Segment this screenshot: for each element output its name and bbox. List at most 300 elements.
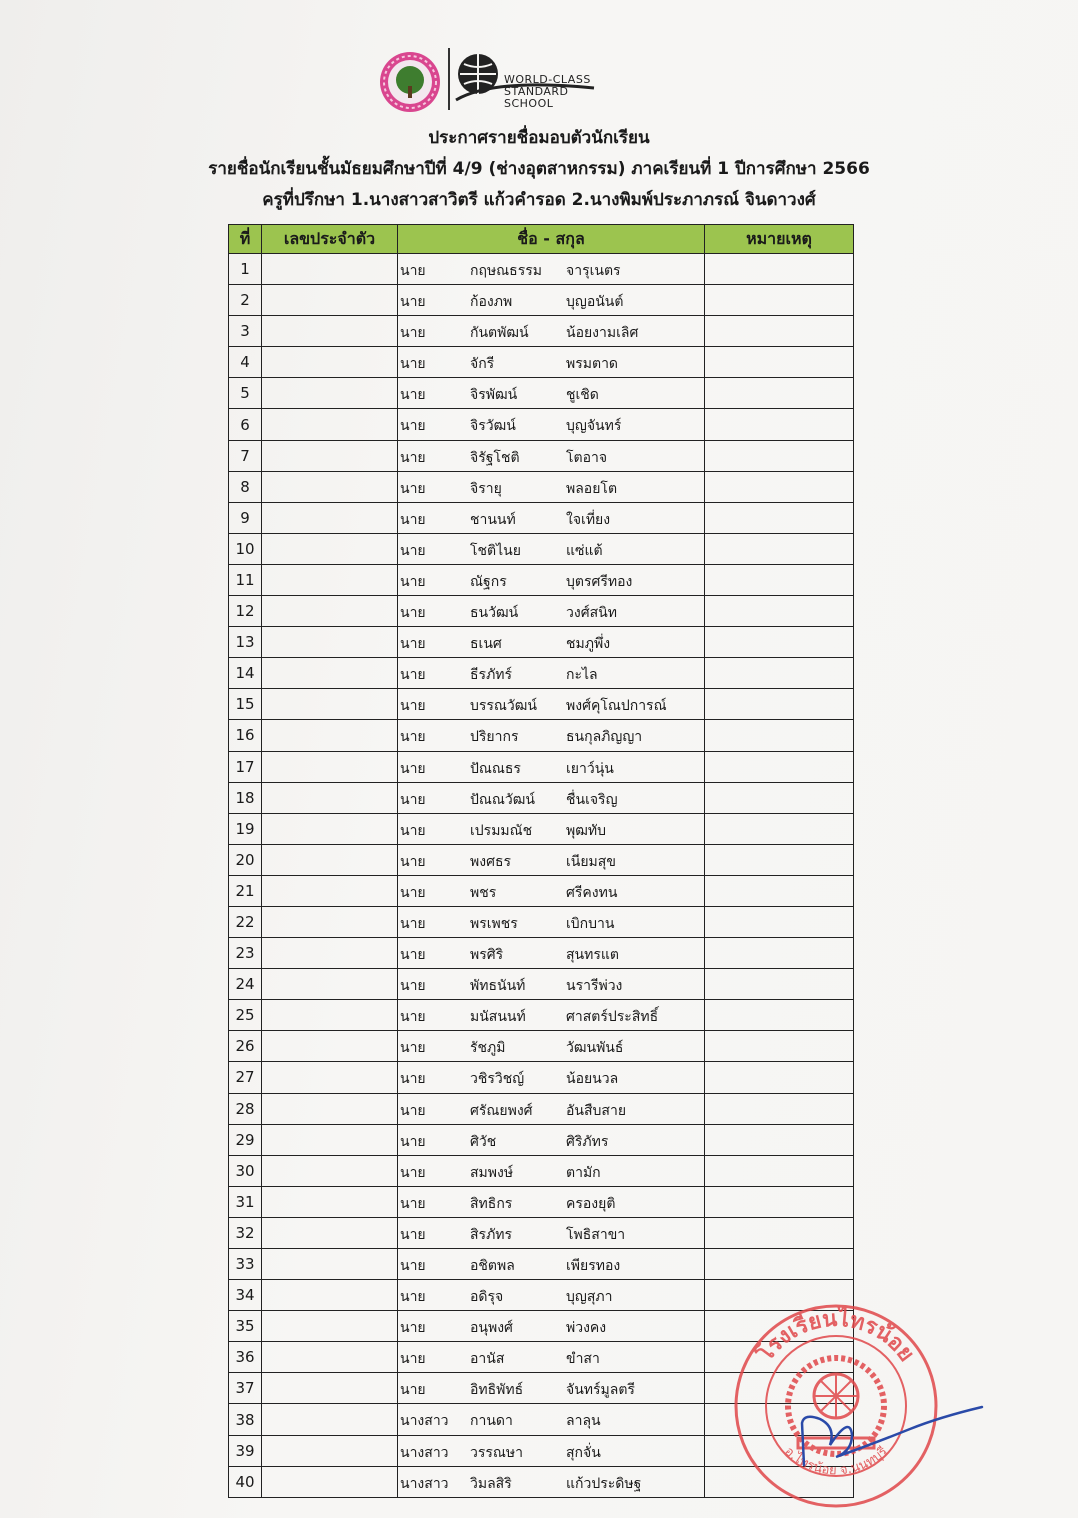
name-prefix: นาย	[400, 667, 426, 684]
table-row	[229, 316, 854, 347]
remark-cell	[705, 254, 854, 285]
name-prefix: นางสาว	[400, 1475, 449, 1492]
remark-cell	[705, 875, 854, 906]
row-number: 39	[229, 1435, 262, 1466]
remark-cell	[705, 347, 854, 378]
student-name-cell	[398, 938, 705, 969]
row-number: 4	[229, 347, 262, 378]
remark-cell	[705, 627, 854, 658]
name-prefix: นาย	[400, 294, 426, 311]
table-row	[229, 409, 854, 440]
name-prefix: นาย	[400, 760, 426, 777]
row-number: 33	[229, 1249, 262, 1280]
student-name-cell	[398, 502, 705, 533]
name-prefix: นาย	[400, 387, 426, 404]
row-number: 10	[229, 533, 262, 564]
remark-cell	[705, 1062, 854, 1093]
student-id-cell	[262, 502, 398, 533]
remark-cell	[705, 502, 854, 533]
row-number: 35	[229, 1311, 262, 1342]
name-prefix: นาย	[400, 418, 426, 435]
stamp-text-top: โรงเรียนไทรน้อย	[753, 1306, 919, 1367]
table-row	[229, 844, 854, 875]
student-name-cell	[398, 254, 705, 285]
student-name-cell	[398, 844, 705, 875]
student-id-cell	[262, 1435, 398, 1466]
last-name: นรารีพ่วง	[566, 978, 623, 995]
row-number: 19	[229, 813, 262, 844]
first-name: ก้องภพ	[470, 294, 513, 311]
student-id-cell	[262, 564, 398, 595]
row-number: 16	[229, 720, 262, 751]
row-number: 30	[229, 1155, 262, 1186]
last-name: จารุเนตร	[566, 263, 621, 279]
remark-cell	[705, 1155, 854, 1186]
student-id-cell	[262, 938, 398, 969]
student-name-cell	[398, 1155, 705, 1186]
student-name-cell	[398, 1186, 705, 1217]
first-name: อานัส	[470, 1351, 505, 1368]
table-row	[229, 689, 854, 720]
remark-cell	[705, 906, 854, 937]
first-name: กันตพัฒน์	[470, 325, 529, 342]
row-number: 40	[229, 1466, 262, 1497]
remark-cell	[705, 1249, 854, 1280]
table-row	[229, 347, 854, 378]
last-name: ตามัก	[566, 1164, 601, 1181]
table-row	[229, 969, 854, 1000]
student-id-cell	[262, 1249, 398, 1280]
student-id-cell	[262, 658, 398, 689]
name-prefix: นาย	[400, 1009, 426, 1026]
last-name: ชื่นเจริญ	[566, 791, 618, 808]
name-prefix: นาย	[400, 1164, 426, 1181]
remark-cell	[705, 1093, 854, 1124]
student-name-cell	[398, 1124, 705, 1155]
student-name-cell	[398, 1031, 705, 1062]
table-row	[229, 254, 854, 285]
student-id-cell	[262, 285, 398, 316]
row-number: 17	[229, 751, 262, 782]
student-id-cell	[262, 1217, 398, 1248]
student-id-cell	[262, 875, 398, 906]
remark-cell	[705, 1000, 854, 1031]
student-id-cell	[262, 1124, 398, 1155]
first-name: วิมลสิริ	[470, 1475, 512, 1492]
student-id-cell	[262, 254, 398, 285]
student-id-cell	[262, 1062, 398, 1093]
last-name: บุญสุภา	[566, 1289, 613, 1306]
signature	[790, 1395, 990, 1475]
last-name: พุฒทับ	[566, 822, 606, 839]
last-name: ลาลุน	[566, 1413, 601, 1430]
name-prefix: นาย	[400, 947, 426, 964]
name-prefix: นาย	[400, 822, 426, 839]
student-id-cell	[262, 1404, 398, 1435]
row-number: 1	[229, 254, 262, 285]
name-prefix: นาย	[400, 1226, 426, 1243]
student-id-cell	[262, 596, 398, 627]
table-row	[229, 471, 854, 502]
student-name-cell	[398, 533, 705, 564]
row-number: 29	[229, 1124, 262, 1155]
last-name: เบิกบาน	[566, 915, 615, 932]
name-prefix: นาย	[400, 915, 426, 932]
row-number: 24	[229, 969, 262, 1000]
first-name: สมพงษ์	[470, 1164, 514, 1181]
name-prefix: นาย	[400, 605, 426, 622]
remark-cell	[705, 813, 854, 844]
student-id-cell	[262, 347, 398, 378]
remark-cell	[705, 720, 854, 751]
remark-cell	[705, 533, 854, 564]
remark-cell	[705, 409, 854, 440]
row-number: 9	[229, 502, 262, 533]
row-number: 22	[229, 906, 262, 937]
row-number: 12	[229, 596, 262, 627]
first-name: ศรัณยพงศ์	[470, 1102, 533, 1119]
last-name: ธนกุลภิญญา	[566, 729, 643, 746]
row-number: 21	[229, 875, 262, 906]
first-name: เปรมมณัช	[470, 822, 533, 839]
student-id-cell	[262, 751, 398, 782]
row-number: 26	[229, 1031, 262, 1062]
student-id-cell	[262, 720, 398, 751]
student-name-cell	[398, 1342, 705, 1373]
student-id-cell	[262, 844, 398, 875]
row-number: 31	[229, 1186, 262, 1217]
school-emblem-icon	[378, 50, 442, 114]
last-name: วัฒนพันธ์	[566, 1040, 624, 1057]
name-prefix: นาย	[400, 1289, 426, 1306]
name-prefix: นาย	[400, 1133, 426, 1150]
last-name: บุญอนันต์	[566, 294, 624, 311]
first-name: วชิรวิชญ์	[470, 1071, 525, 1088]
name-prefix: นาย	[400, 1040, 426, 1057]
row-number: 15	[229, 689, 262, 720]
student-id-cell	[262, 1031, 398, 1062]
first-name: สิทธิกร	[470, 1195, 513, 1212]
first-name: อดิรุจ	[470, 1289, 504, 1306]
first-name: ณัฐกร	[470, 573, 507, 590]
student-name-cell	[398, 440, 705, 471]
student-name-cell	[398, 1435, 705, 1466]
remark-cell	[705, 285, 854, 316]
student-id-cell	[262, 969, 398, 1000]
first-name: พชร	[470, 884, 497, 901]
table-row	[229, 533, 854, 564]
remark-cell	[705, 689, 854, 720]
table-header-row	[229, 225, 854, 254]
first-name: จิรายุ	[470, 480, 502, 497]
logo-divider	[448, 48, 450, 110]
row-number: 13	[229, 627, 262, 658]
first-name: อชิตพล	[470, 1258, 515, 1274]
table-row	[229, 751, 854, 782]
first-name: กานดา	[470, 1413, 513, 1430]
student-name-cell	[398, 906, 705, 937]
last-name: เนียมสุข	[566, 853, 616, 870]
name-prefix: นาย	[400, 729, 426, 746]
student-id-cell	[262, 1155, 398, 1186]
table-row	[229, 1124, 854, 1155]
first-name: ธเนศ	[470, 636, 502, 653]
row-number: 18	[229, 782, 262, 813]
last-name: พงศ์คุโณปการณ์	[566, 698, 667, 715]
last-name: พ่วงคง	[566, 1320, 607, 1337]
first-name: วรรณษา	[470, 1444, 523, 1461]
last-name: แก้วประดิษฐ	[566, 1475, 642, 1492]
last-name: สุนทรแต	[566, 947, 619, 964]
student-name-cell	[398, 347, 705, 378]
first-name: บรรณวัฒน์	[470, 698, 537, 715]
student-name-cell	[398, 1217, 705, 1248]
first-name: รัชภูมิ	[470, 1040, 506, 1057]
last-name: บุตรศรีทอง	[566, 573, 633, 590]
student-id-cell	[262, 533, 398, 564]
row-number: 38	[229, 1404, 262, 1435]
remark-cell	[705, 658, 854, 689]
first-name: ปัณณวัฒน์	[470, 791, 535, 808]
remark-cell	[705, 1217, 854, 1248]
name-prefix: นาย	[400, 636, 426, 653]
remark-cell	[705, 1186, 854, 1217]
remark-cell	[705, 471, 854, 502]
student-id-cell	[262, 689, 398, 720]
first-name: อิทธิพัทธ์	[470, 1382, 524, 1399]
page-title: ประกาศรายชื่อมอบตัวนักเรียน	[428, 128, 650, 148]
table-row	[229, 813, 854, 844]
table-row	[229, 1155, 854, 1186]
row-number: 14	[229, 658, 262, 689]
first-name: จักรี	[470, 356, 495, 373]
first-name: มนัสนนท์	[470, 1009, 526, 1026]
last-name: ขำสา	[566, 1351, 600, 1368]
first-name: อนุพงศ์	[470, 1320, 513, 1337]
last-name: ใจเที่ยง	[566, 511, 611, 528]
student-name-cell	[398, 627, 705, 658]
student-id-cell	[262, 1311, 398, 1342]
last-name: น้อยงามเลิศ	[566, 325, 639, 342]
student-name-cell	[398, 1249, 705, 1280]
student-id-cell	[262, 1280, 398, 1311]
name-prefix: นาย	[400, 1351, 426, 1368]
remark-cell	[705, 938, 854, 969]
name-prefix: นางสาว	[400, 1444, 449, 1461]
table-row	[229, 627, 854, 658]
first-name: กฤษณธรรม	[470, 263, 542, 279]
last-name: โตอาจ	[566, 449, 608, 466]
student-id-cell	[262, 378, 398, 409]
last-name: ชูเชิด	[566, 387, 599, 404]
last-name: ครองยุติ	[566, 1195, 616, 1212]
student-id-cell	[262, 409, 398, 440]
row-number: 32	[229, 1217, 262, 1248]
table-row	[229, 1217, 854, 1248]
table-row	[229, 875, 854, 906]
name-prefix: นาย	[400, 1382, 426, 1399]
row-number: 25	[229, 1000, 262, 1031]
row-number: 34	[229, 1280, 262, 1311]
col-header-remark: หมายเหตุ	[705, 225, 854, 254]
row-number: 3	[229, 316, 262, 347]
name-prefix: นาย	[400, 698, 426, 715]
student-id-cell	[262, 627, 398, 658]
student-name-cell	[398, 1404, 705, 1435]
remark-cell	[705, 316, 854, 347]
first-name: พัทธนันท์	[470, 978, 526, 995]
row-number: 36	[229, 1342, 262, 1373]
row-number: 6	[229, 409, 262, 440]
student-name-cell	[398, 813, 705, 844]
student-id-cell	[262, 782, 398, 813]
student-id-cell	[262, 1000, 398, 1031]
name-prefix: นางสาว	[400, 1413, 449, 1430]
table-row	[229, 782, 854, 813]
student-name-cell	[398, 720, 705, 751]
first-name: ศิวัช	[470, 1133, 497, 1150]
row-number: 37	[229, 1373, 262, 1404]
first-name: พงศธร	[470, 853, 512, 870]
remark-cell	[705, 751, 854, 782]
student-name-cell	[398, 285, 705, 316]
last-name: น้อยนวล	[566, 1071, 619, 1088]
remark-cell	[705, 1031, 854, 1062]
table-row	[229, 720, 854, 751]
last-name: ศิริภัทร	[566, 1133, 609, 1150]
name-prefix: นาย	[400, 1102, 426, 1119]
name-prefix: นาย	[400, 511, 426, 528]
row-number: 28	[229, 1093, 262, 1124]
row-number: 27	[229, 1062, 262, 1093]
remark-cell	[705, 1124, 854, 1155]
last-name: ศาสตร์ประสิทธิ์	[566, 1009, 659, 1026]
name-prefix: นาย	[400, 325, 426, 342]
remark-cell	[705, 844, 854, 875]
row-number: 23	[229, 938, 262, 969]
table-row	[229, 285, 854, 316]
remark-cell	[705, 596, 854, 627]
col-header-name: ชื่อ - สกุล	[398, 225, 705, 254]
table-row	[229, 1186, 854, 1217]
student-name-cell	[398, 751, 705, 782]
first-name: ปริยากร	[470, 729, 519, 746]
first-name: โชติไนย	[470, 542, 521, 559]
name-prefix: นาย	[400, 542, 426, 559]
first-name: พรเพชร	[470, 915, 518, 932]
student-name-cell	[398, 316, 705, 347]
table-row	[229, 596, 854, 627]
student-id-cell	[262, 1373, 398, 1404]
name-prefix: นาย	[400, 1258, 426, 1274]
table-row	[229, 906, 854, 937]
student-id-cell	[262, 1186, 398, 1217]
student-name-cell	[398, 689, 705, 720]
student-name-cell	[398, 969, 705, 1000]
table-row	[229, 658, 854, 689]
last-name: บุญจันทร์	[566, 418, 622, 435]
student-name-cell	[398, 596, 705, 627]
student-name-cell	[398, 1000, 705, 1031]
advisors-line: ครูที่ปรึกษา 1.นางสาวสาวิตรี แก้วคำรอด 2.นางพิมพ์ประภาภรณ์ จินดาวงศ์	[262, 190, 816, 210]
last-name: พรมตาด	[566, 356, 619, 373]
student-id-cell	[262, 906, 398, 937]
name-prefix: นาย	[400, 978, 426, 995]
student-id-cell	[262, 1342, 398, 1373]
student-name-cell	[398, 1311, 705, 1342]
row-number: 2	[229, 285, 262, 316]
first-name: พรศิริ	[470, 947, 504, 964]
row-number: 20	[229, 844, 262, 875]
table-row	[229, 378, 854, 409]
student-name-cell	[398, 564, 705, 595]
student-name-cell	[398, 782, 705, 813]
first-name: สิรภัทร	[470, 1226, 513, 1243]
student-name-cell	[398, 471, 705, 502]
first-name: ธนวัฒน์	[470, 605, 519, 622]
remark-cell	[705, 969, 854, 1000]
name-prefix: นาย	[400, 573, 426, 590]
row-number: 5	[229, 378, 262, 409]
name-prefix: นาย	[400, 1320, 426, 1337]
table-row	[229, 1031, 854, 1062]
table-row	[229, 1062, 854, 1093]
last-name: สุกจั่น	[566, 1444, 601, 1461]
student-id-cell	[262, 440, 398, 471]
name-prefix: นาย	[400, 480, 426, 497]
student-name-cell	[398, 658, 705, 689]
student-name-cell	[398, 409, 705, 440]
name-prefix: นาย	[400, 263, 426, 279]
student-name-cell	[398, 1280, 705, 1311]
last-name: จันทร์มูลตรี	[566, 1382, 635, 1399]
student-name-cell	[398, 1062, 705, 1093]
last-name: เพียรทอง	[566, 1258, 621, 1274]
world-class-logo-text: WORLD-CLASS STANDARD SCHOOL	[504, 73, 591, 110]
row-number: 11	[229, 564, 262, 595]
student-id-cell	[262, 1093, 398, 1124]
student-id-cell	[262, 1466, 398, 1497]
col-header-student-id: เลขประจำตัว	[262, 225, 398, 254]
remark-cell	[705, 440, 854, 471]
table-row	[229, 440, 854, 471]
student-id-cell	[262, 316, 398, 347]
name-prefix: นาย	[400, 884, 426, 901]
page-subtitle: รายชื่อนักเรียนชั้นมัธยมศึกษาปีที่ 4/9 (ช่างอุตสาหกรรม) ภาคเรียนที่ 1 ปีการศึกษา 2566	[208, 159, 870, 179]
col-header-no: ที่	[229, 225, 262, 254]
last-name: อันสืบสาย	[566, 1102, 627, 1119]
last-name: ชมภูพึ่ง	[566, 636, 611, 653]
student-name-cell	[398, 378, 705, 409]
last-name: แซ่แต้	[566, 542, 603, 559]
name-prefix: นาย	[400, 1071, 426, 1088]
first-name: จิรพัฒน์	[470, 387, 518, 404]
student-id-cell	[262, 813, 398, 844]
student-id-cell	[262, 471, 398, 502]
stamp-text-bottom: อ.ไทรน้อย จ.นนทบุรี	[781, 1444, 891, 1479]
table-row	[229, 1249, 854, 1280]
name-prefix: นาย	[400, 791, 426, 808]
table-row	[229, 502, 854, 533]
table-row	[229, 1000, 854, 1031]
first-name: จิรัฐโชติ	[470, 449, 520, 466]
last-name: ศรีคงทน	[566, 884, 618, 901]
first-name: จิรวัฒน์	[470, 418, 516, 435]
student-name-cell	[398, 1466, 705, 1497]
remark-cell	[705, 564, 854, 595]
name-prefix: นาย	[400, 356, 426, 373]
remark-cell	[705, 378, 854, 409]
